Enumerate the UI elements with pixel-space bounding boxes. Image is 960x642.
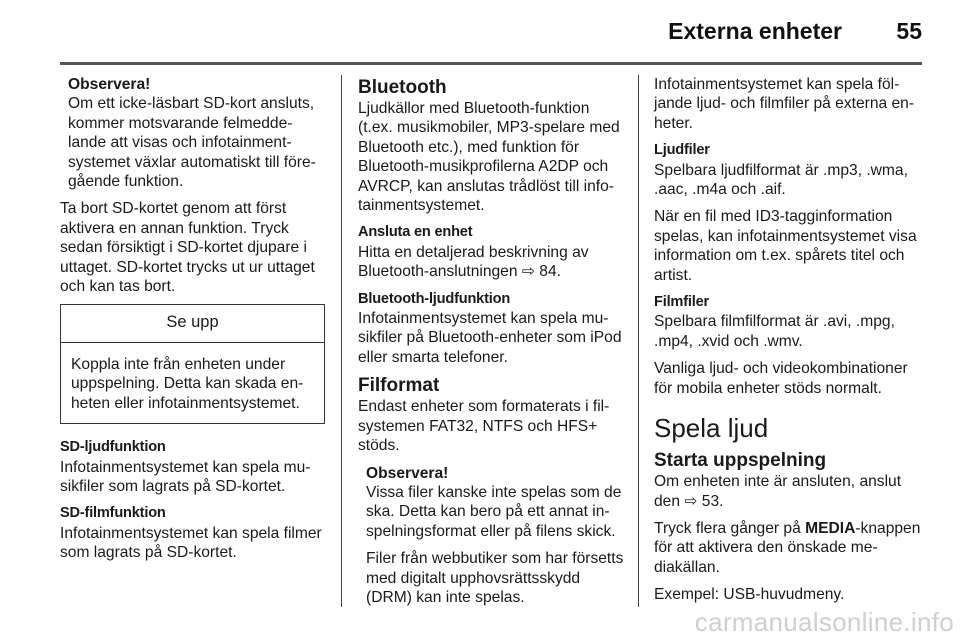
note-text: Om ett icke-läsbart SD-kort ansluts, kommer motsvarande felmeddelande att visas och infotainmentsystemet växlar automatiskt till föregående funktion. <box>68 95 316 191</box>
column-1 <box>60 75 325 571</box>
format-section <box>358 375 626 455</box>
remove-sd-text: Ta bort SD-kortet genom att först aktivera en annan funktion. Tryck sedan försiktigt i SD-kortet djupare i uttaget. SD-kortet trycks ut ur uttaget och kan tas bort. <box>60 200 315 296</box>
watermark: carmanualsonline.info <box>694 607 954 637</box>
press-suffix: -knappen för att aktivera den önskade mediakällan. <box>654 519 921 576</box>
bt-audio-section <box>358 290 626 368</box>
sd-film-text: Infotainmentsystemet kan spela filmer som lagrats på SD-kortet. <box>60 524 322 562</box>
start-ref[interactable]: 53. <box>701 492 724 510</box>
note-title-2: Observera! <box>366 464 449 482</box>
page-ref-icon: ⇨ <box>684 492 698 510</box>
format-heading: Filformat <box>358 375 440 397</box>
film-files-section <box>654 293 924 351</box>
caution-title: Se upp <box>61 305 324 342</box>
audio-files-title: Ljudfiler <box>654 142 710 159</box>
page-number: 55 <box>896 18 922 44</box>
bluetooth-section <box>358 77 626 215</box>
film-files-text: Spelbara filmfilformat är .avi, .mpg, .mp4, .xvid och .wmv. <box>654 313 895 350</box>
column-2 <box>358 75 626 615</box>
drm-note: Filer från webbutiker som har försetts med digitalt upphovsrättsskydd (DRM) kan inte spelas. <box>366 550 624 606</box>
column-3 <box>654 75 924 613</box>
note-sd <box>60 75 325 191</box>
page-ref-icon: ⇨ <box>521 263 535 281</box>
combo-text: Vanliga ljud- och videokombinationer för mobila enheter stöds normalt. <box>654 360 908 397</box>
bluetooth-heading: Bluetooth <box>358 77 447 98</box>
bt-audio-title: Bluetooth-ljudfunktion <box>358 290 511 307</box>
sd-audio-title: SD-ljudfunktion <box>60 439 166 456</box>
bt-audio-text: Infotainmentsystemet kan spela musikfiler på Bluetooth-enheter som iPod eller smarta telefoner. <box>358 310 622 366</box>
column-divider-1 <box>341 75 342 607</box>
press-prefix: Tryck flera gånger på <box>654 519 801 537</box>
connect-ref[interactable]: 84. <box>539 263 561 281</box>
caution-text: Koppla inte från enheten under uppspelning. Detta kan skada enheten eller infotainmentsystemet. <box>71 355 304 412</box>
media-key-label: MEDIA <box>805 519 856 537</box>
caution-box <box>60 304 325 424</box>
start-text: Om enheten inte är ansluten, anslut den <box>654 473 902 510</box>
header-divider <box>60 62 922 65</box>
start-heading: Starta uppspelning <box>654 450 827 472</box>
sd-film-title: SD-filmfunktion <box>60 505 166 522</box>
example-text: Exempel: USB-huvudmeny. <box>654 586 845 604</box>
id3-text: När en fil med ID3-tagginformation spelas, kan infotainmentsystemet visa information om t.ex. spårets titel och artist. <box>654 208 917 284</box>
note-text-2: Vissa filer kanske inte spelas som de ska. Detta kan bero på ett annat inspelningsformat eller på filens skick. <box>366 483 622 540</box>
sd-audio-text: Infotainmentsystemet kan spela musikfiler som lagrats på SD-kortet. <box>60 458 311 495</box>
connect-text: Hitta en detaljerad beskrivning av Bluetooth-anslutningen <box>358 243 589 281</box>
start-section <box>654 450 924 511</box>
bluetooth-text: Ljudkällor med Bluetooth-funktion (t.ex. musikmobiler, MP3-spelare med Bluetooth etc.), med funktion för Bluetooth-musikprofilerna A2DP och AVRCP, kan anslutas trådlöst till infotainmentsystemet. <box>358 100 620 215</box>
play-audio-heading: Spela ljud <box>654 413 769 444</box>
audio-files-text: Spelbara ljudfilformat är .mp3, .wma, .aac, .m4a och .aif. <box>654 161 908 199</box>
audio-files-section <box>654 141 924 199</box>
film-files-title: Filmfiler <box>654 294 709 311</box>
press-media-text <box>654 519 924 577</box>
note-title: Observera! <box>68 76 151 93</box>
note-format <box>358 464 626 542</box>
column-divider-2 <box>638 75 639 607</box>
section-title: Externa enheter <box>668 18 842 44</box>
intro-text: Infotainmentsystemet kan spela följande ljud- och filmfiler på externa enheter. <box>654 76 915 132</box>
page-header <box>0 0 960 62</box>
connect-section <box>358 223 626 281</box>
format-text: Endast enheter som formaterats i filsystemen FAT32, NTFS och HFS+ stöds. <box>358 398 610 455</box>
sd-audio-section <box>60 438 325 496</box>
connect-title: Ansluta en enhet <box>358 224 473 241</box>
sd-film-section <box>60 504 325 562</box>
